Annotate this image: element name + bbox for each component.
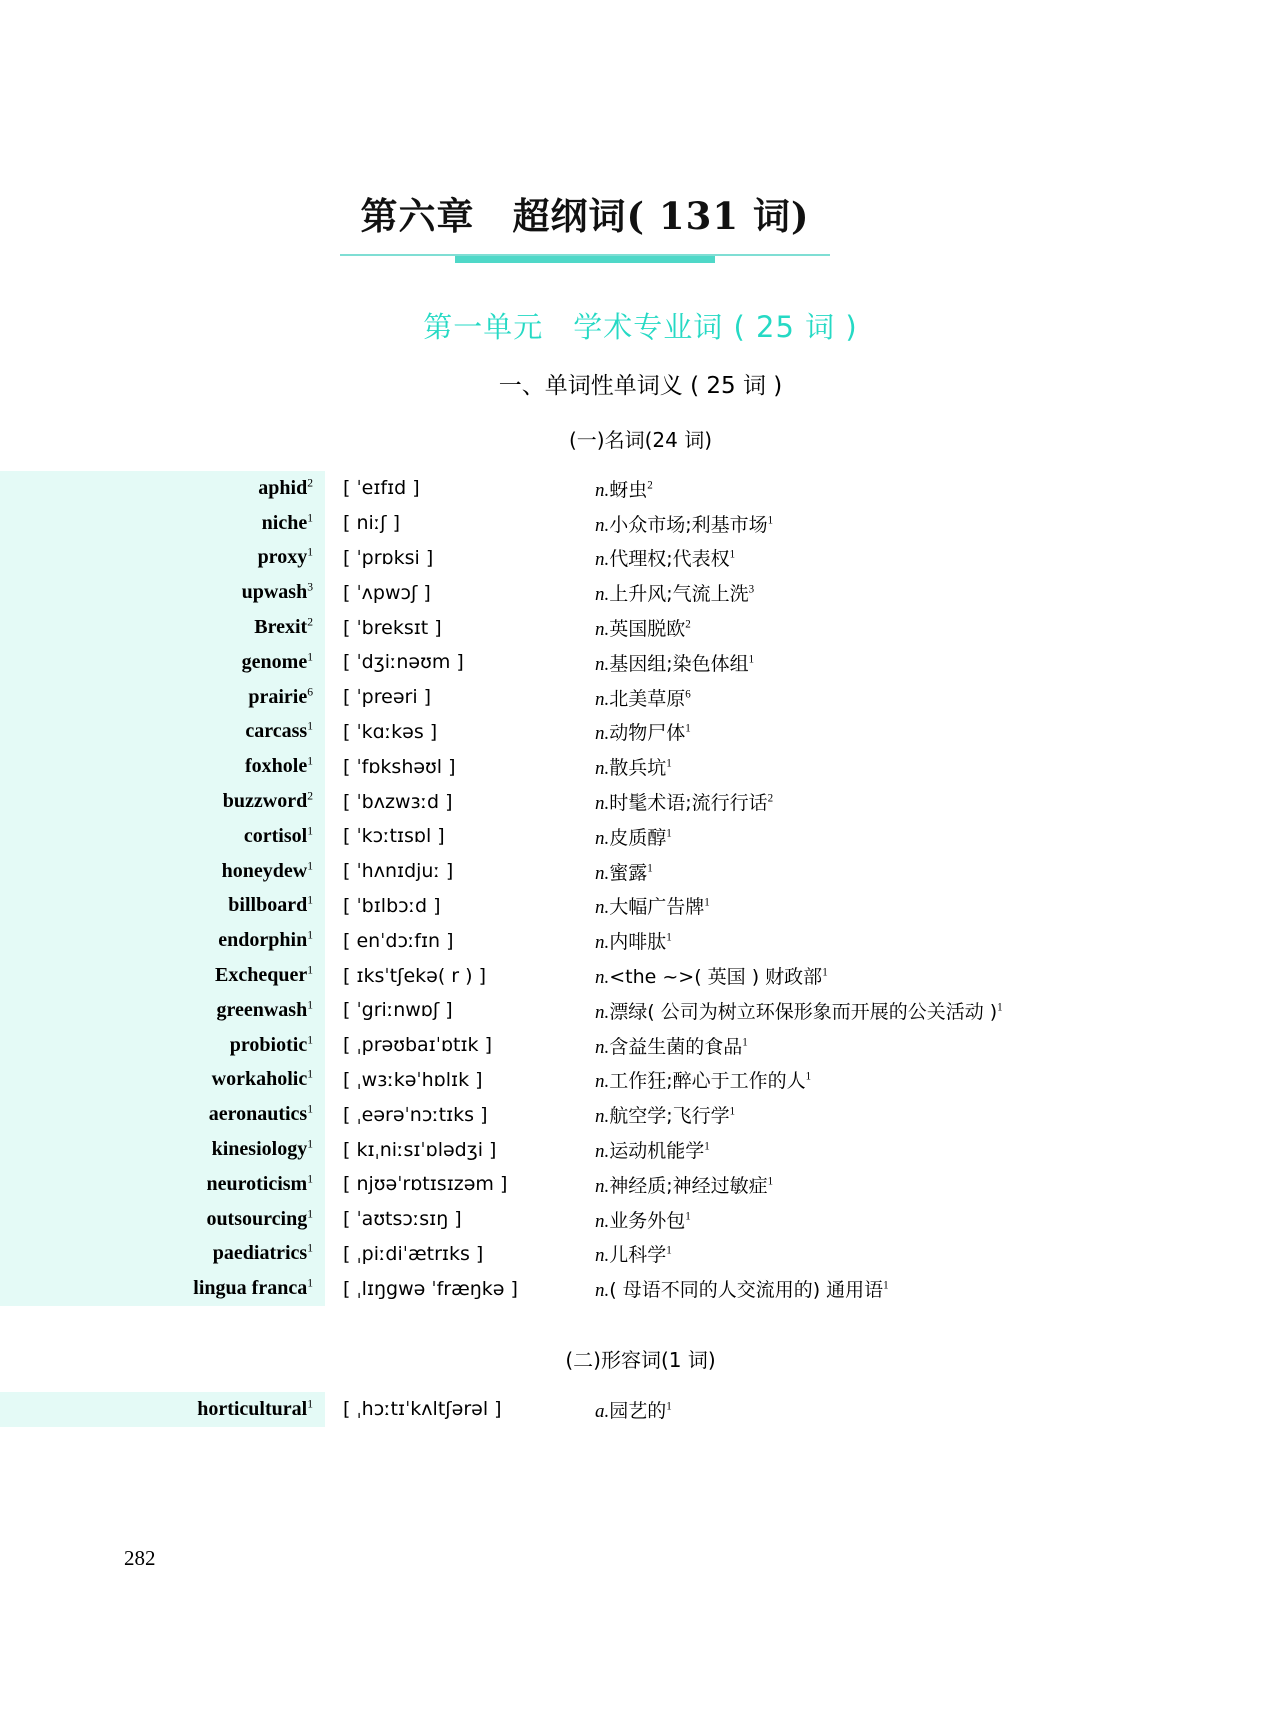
part-of-speech: n.: [595, 758, 610, 780]
phonetic-transcription: [ ˈbʌzwɜːd ]: [343, 790, 453, 813]
word-entry-row: [0, 1028, 1281, 1063]
phonetic-transcription: [ ˈdʒiːnəʊm ]: [343, 651, 464, 674]
word-frequency-superscript: 1: [307, 1032, 313, 1046]
word-frequency-superscript: 1: [307, 963, 313, 977]
part-of-speech: n.: [595, 653, 610, 675]
part-heading-adjectives: (二)形容词(1 词): [565, 1348, 716, 1372]
word-text: prairie: [248, 685, 308, 708]
word-text: honeydew: [221, 859, 308, 882]
definition-frequency-superscript: 2: [685, 618, 691, 631]
definition: [585, 889, 1281, 924]
word-term: [0, 680, 325, 715]
phonetic-transcription: [ ˈprɒksi ]: [343, 546, 434, 569]
word-frequency-superscript: 1: [307, 928, 313, 942]
definition: [585, 1063, 1281, 1098]
word-text: carcass: [245, 720, 308, 743]
definition-text: 内啡肽: [609, 931, 667, 954]
word-text: billboard: [228, 894, 308, 917]
word-text: probiotic: [229, 1033, 308, 1056]
definition: [585, 1167, 1281, 1202]
word-term: [0, 819, 325, 854]
part-of-speech: n.: [595, 723, 610, 745]
definition: [585, 471, 1281, 506]
word-entry-row: [0, 575, 1281, 610]
definition: [585, 923, 1281, 958]
definition-text: 基因组;染色体组: [609, 652, 749, 675]
word-text: proxy: [257, 546, 308, 569]
definition: [585, 715, 1281, 750]
definition-text: 北美草原: [609, 687, 686, 710]
part-of-speech: n.: [595, 1106, 610, 1128]
part-of-speech: n.: [595, 1280, 610, 1302]
definition: [585, 1237, 1281, 1272]
word-entry-row: [0, 1237, 1281, 1272]
part-of-speech: n.: [595, 1071, 610, 1093]
word-frequency-superscript: 1: [307, 1397, 313, 1411]
definition-frequency-superscript: 1: [997, 1001, 1003, 1014]
definition: [585, 645, 1281, 680]
part-of-speech: n.: [595, 1245, 610, 1267]
phonetic-transcription: [ ˈkɑːkəs ]: [343, 720, 438, 743]
word-text: workaholic: [211, 1068, 308, 1091]
chapter-title: 第六章 超纲词( 131 词): [360, 194, 810, 238]
word-entry-row: [0, 889, 1281, 924]
definition-frequency-superscript: 1: [704, 1140, 710, 1153]
word-term: [0, 958, 325, 993]
definition-frequency-superscript: 3: [748, 583, 755, 596]
phonetic-transcription: [ ˌlɪŋgwə ˈfræŋkə ]: [343, 1277, 518, 1300]
word-text: endorphin: [218, 929, 308, 952]
word-text: cortisol: [243, 824, 308, 847]
word-table: [0, 471, 1281, 1306]
definition-text: 英国脱欧: [609, 618, 686, 641]
definition-text: 蜜露: [609, 861, 648, 884]
word-term: [0, 993, 325, 1028]
word-text: outsourcing: [206, 1207, 308, 1230]
word-text: genome: [241, 650, 308, 673]
phonetic-transcription: [ ˈbɪlbɔːd ]: [343, 894, 441, 917]
word-term: [0, 1097, 325, 1132]
word-frequency-superscript: 1: [307, 893, 313, 907]
part-heading-nouns: (一)名词(24 词): [568, 428, 713, 452]
word-entry-row: [0, 506, 1281, 541]
definition: [585, 506, 1281, 541]
phonetic-transcription: [ ˈbreksɪt ]: [343, 616, 442, 639]
phonetic-transcription: [ kɪˌniːsɪˈɒlədʒi ]: [343, 1138, 497, 1161]
definition-text: ( 母语不同的人交流用的) 通用语: [609, 1279, 884, 1302]
definition-text: 蚜虫: [609, 478, 648, 501]
definition: [585, 575, 1281, 610]
definition: [585, 993, 1281, 1028]
word-entry-row: [0, 680, 1281, 715]
definition-text: 含益生菌的食品: [609, 1035, 743, 1058]
phonetic-transcription: [ ˌeərəˈnɔːtɪks ]: [343, 1103, 488, 1126]
phonetic-transcription: [ ˌpiːdiˈætrɪks ]: [343, 1242, 484, 1265]
word-term: [0, 1167, 325, 1202]
definition-text: 运动机能学: [609, 1140, 705, 1163]
definition-frequency-superscript: 1: [666, 1245, 672, 1258]
word-text: Exchequer: [214, 964, 308, 987]
word-text: niche: [261, 511, 308, 534]
word-frequency-superscript: 1: [307, 998, 313, 1012]
word-term: [0, 645, 325, 680]
definition-frequency-superscript: 2: [767, 792, 774, 805]
phonetic-transcription: [ ˈkɔːtɪsɒl ]: [343, 825, 445, 848]
definition: [585, 819, 1281, 854]
word-entry-row: [0, 1271, 1281, 1306]
definition-frequency-superscript: 1: [685, 723, 691, 736]
definition: [585, 541, 1281, 576]
word-entry-row: [0, 610, 1281, 645]
definition-text: 航空学;飞行学: [609, 1105, 730, 1128]
word-text: neuroticism: [206, 1172, 308, 1195]
chapter-divider: [340, 254, 830, 263]
definition-frequency-superscript: 1: [729, 549, 736, 562]
definition-frequency-superscript: 1: [767, 514, 774, 527]
word-frequency-superscript: 1: [307, 1137, 313, 1151]
definition-frequency-superscript: 1: [822, 966, 828, 979]
definition-frequency-superscript: 1: [666, 931, 672, 944]
section-heading: 一、单词性单词义 ( 25 词 ): [498, 373, 783, 399]
part-of-speech: n.: [595, 1141, 610, 1163]
definition-frequency-superscript: 1: [685, 1210, 691, 1223]
phonetic-transcription: [ ˈpreəri ]: [343, 686, 432, 709]
page-number: 282: [124, 1546, 156, 1570]
definition-text: 时髦术语;流行行话: [609, 792, 768, 815]
phonetic-transcription: [ ˈfɒkshəʊl ]: [343, 755, 456, 778]
phonetic-transcription: [ ˈhʌnɪdjuː ]: [343, 860, 454, 883]
word-entry-row: [0, 1132, 1281, 1167]
part-of-speech: n.: [595, 688, 610, 710]
word-entry-row: [0, 958, 1281, 993]
word-entry-row: [0, 1063, 1281, 1098]
word-term: [0, 506, 325, 541]
definition-frequency-superscript: 1: [704, 897, 710, 910]
definition-frequency-superscript: 1: [748, 653, 755, 666]
word-text: upwash: [241, 581, 308, 604]
definition: [585, 784, 1281, 819]
wordlist-nouns: [0, 471, 1281, 1306]
word-text: buzzword: [222, 790, 308, 813]
word-term: [0, 749, 325, 784]
word-term: [0, 784, 325, 819]
definition-text: 大幅广告牌: [609, 896, 705, 919]
phonetic-transcription: [ ɪksˈtʃekə( r ) ]: [343, 964, 487, 987]
divider-thick-line: [455, 256, 715, 263]
word-term: [0, 1132, 325, 1167]
definition: [585, 1132, 1281, 1167]
word-entry-row: [0, 1202, 1281, 1237]
phonetic-transcription: [ ˌprəʊbaɪˈɒtɪk ]: [343, 1034, 492, 1057]
part-of-speech: n.: [595, 1001, 610, 1023]
definition-text: 皮质醇: [609, 826, 667, 849]
phonetic-transcription: [ ˌhɔːtɪˈkʌltʃərəl ]: [343, 1398, 502, 1421]
word-entry-row: [0, 1392, 1281, 1427]
word-entry-row: [0, 1097, 1281, 1132]
definition-text: 神经质;神经过敏症: [609, 1174, 768, 1197]
word-table: [0, 1392, 1281, 1427]
definition-text: 园艺的: [609, 1399, 667, 1422]
definition-frequency-superscript: 1: [767, 1175, 774, 1188]
definition: [585, 1097, 1281, 1132]
definition-frequency-superscript: 1: [805, 1071, 812, 1084]
chapter-header: [340, 186, 830, 263]
part-of-speech: n.: [595, 932, 610, 954]
part-of-speech: n.: [595, 862, 610, 884]
definition-text: 动物尸体: [609, 722, 686, 745]
word-frequency-superscript: 1: [307, 650, 313, 664]
definition-frequency-superscript: 6: [685, 688, 691, 701]
word-entry-row: [0, 471, 1281, 506]
phonetic-transcription: [ njʊəˈrɒtɪsɪzəm ]: [343, 1173, 508, 1196]
word-term: [0, 1271, 325, 1306]
word-entry-row: [0, 854, 1281, 889]
phonetic-transcription: [ ˈaʊtsɔːsɪŋ ]: [343, 1208, 462, 1231]
part-of-speech: n.: [595, 967, 610, 989]
word-entry-row: [0, 993, 1281, 1028]
definition-frequency-superscript: 1: [883, 1279, 889, 1292]
word-entry-row: [0, 541, 1281, 576]
word-term: [0, 1028, 325, 1063]
part-of-speech: n.: [595, 793, 610, 815]
unit-heading: 第一单元 学术专业词 ( 25 词 ): [423, 310, 858, 344]
definition-text: 工作狂;醉心于工作的人: [609, 1070, 806, 1093]
word-text: Brexit: [254, 616, 308, 639]
definition: [585, 749, 1281, 784]
word-frequency-superscript: 1: [307, 545, 313, 559]
word-frequency-superscript: 1: [307, 1241, 313, 1255]
word-frequency-superscript: 1: [307, 1172, 313, 1186]
word-term: [0, 923, 325, 958]
definition-frequency-superscript: 1: [647, 862, 653, 875]
definition-text: 散兵坑: [609, 757, 667, 780]
part-of-speech: n.: [595, 549, 610, 571]
definition-text: 上升风;气流上洗: [609, 583, 749, 606]
word-term: [0, 541, 325, 576]
definition-frequency-superscript: 1: [666, 827, 672, 840]
word-text: greenwash: [216, 998, 308, 1021]
word-term: [0, 1202, 325, 1237]
word-text: aphid: [258, 476, 308, 499]
definition-frequency-superscript: 1: [729, 1105, 736, 1118]
definition: [585, 958, 1281, 993]
part-of-speech: n.: [595, 827, 610, 849]
word-entry-row: [0, 923, 1281, 958]
word-frequency-superscript: 1: [307, 719, 313, 733]
definition: [585, 854, 1281, 889]
part-of-speech: a.: [595, 1400, 610, 1422]
part-of-speech: n.: [595, 1036, 610, 1058]
part-of-speech: n.: [595, 514, 610, 536]
word-frequency-superscript: 2: [307, 476, 313, 490]
definition-text: <the ~>( 英国 ) 财政部: [609, 966, 823, 989]
word-term: [0, 575, 325, 610]
word-term: [0, 610, 325, 645]
definition-text: 代理权;代表权: [609, 548, 730, 571]
word-frequency-superscript: 3: [307, 580, 313, 594]
word-entry-row: [0, 749, 1281, 784]
phonetic-transcription: [ ˈeɪfɪd ]: [343, 477, 420, 500]
word-entry-row: [0, 819, 1281, 854]
part-of-speech: n.: [595, 479, 610, 501]
definition-text: 漂绿( 公司为树立环保形象而开展的公关活动 ): [609, 1000, 998, 1023]
definition: [585, 1392, 1281, 1427]
definition-frequency-superscript: 1: [742, 1036, 748, 1049]
word-entry-row: [0, 645, 1281, 680]
word-entry-row: [0, 1167, 1281, 1202]
word-text: horticultural: [197, 1397, 308, 1420]
phonetic-transcription: [ ˈʌpwɔʃ ]: [343, 581, 431, 604]
word-frequency-superscript: 1: [307, 1102, 313, 1116]
word-frequency-superscript: 1: [307, 511, 313, 525]
definition-text: 儿科学: [609, 1244, 667, 1267]
word-frequency-superscript: 1: [307, 754, 313, 768]
part-of-speech: n.: [595, 1175, 610, 1197]
word-frequency-superscript: 1: [307, 1206, 313, 1220]
definition-text: 业务外包: [609, 1209, 686, 1232]
word-term: [0, 854, 325, 889]
phonetic-transcription: [ ˌwɜːkəˈhɒlɪk ]: [343, 1068, 483, 1091]
definition: [585, 1271, 1281, 1306]
wordlist-adjectives: [0, 1392, 1281, 1427]
word-frequency-superscript: 6: [307, 685, 313, 699]
word-term: [0, 1237, 325, 1272]
part-of-speech: n.: [595, 897, 610, 919]
word-frequency-superscript: 1: [307, 1276, 313, 1290]
phonetic-transcription: [ niːʃ ]: [343, 512, 401, 535]
word-frequency-superscript: 2: [307, 615, 313, 629]
word-text: paediatrics: [212, 1242, 308, 1265]
word-frequency-superscript: 2: [307, 789, 313, 803]
definition: [585, 1028, 1281, 1063]
word-term: [0, 889, 325, 924]
word-frequency-superscript: 1: [307, 1067, 313, 1081]
definition-frequency-superscript: 1: [666, 757, 672, 770]
word-term: [0, 1392, 325, 1427]
phonetic-transcription: [ ˈgriːnwɒʃ ]: [343, 999, 453, 1022]
definition-frequency-superscript: 2: [647, 479, 653, 492]
word-term: [0, 715, 325, 750]
word-text: foxhole: [244, 755, 308, 778]
word-text: aeronautics: [208, 1103, 308, 1126]
definition: [585, 680, 1281, 715]
word-entry-row: [0, 715, 1281, 750]
word-term: [0, 1063, 325, 1098]
word-frequency-superscript: 1: [307, 824, 313, 838]
definition-frequency-superscript: 1: [666, 1400, 672, 1413]
word-text: kinesiology: [211, 1138, 308, 1161]
word-text: lingua franca: [193, 1277, 308, 1300]
word-frequency-superscript: 1: [307, 859, 313, 872]
phonetic-transcription: [ enˈdɔːfɪn ]: [343, 929, 454, 952]
word-entry-row: [0, 784, 1281, 819]
part-of-speech: n.: [595, 1210, 610, 1232]
definition: [585, 1202, 1281, 1237]
definition: [585, 610, 1281, 645]
word-term: [0, 471, 325, 506]
definition-text: 小众市场;利基市场: [609, 513, 768, 536]
part-of-speech: n.: [595, 619, 610, 641]
part-of-speech: n.: [595, 584, 610, 606]
